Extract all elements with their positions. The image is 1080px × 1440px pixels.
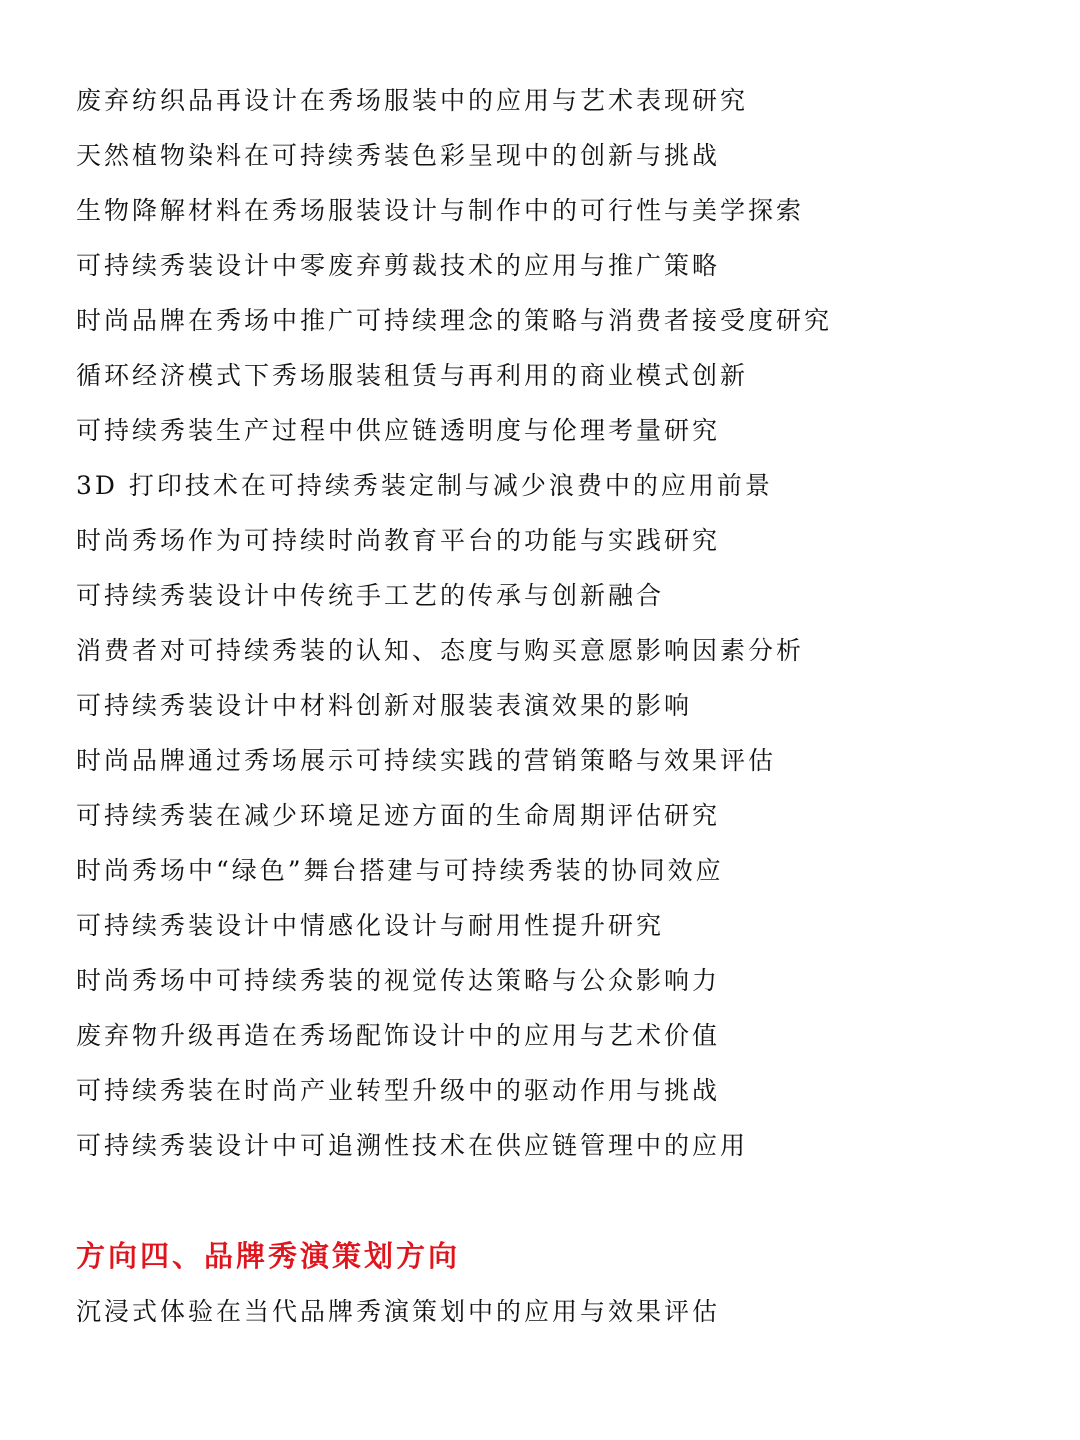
topic-item: 可持续秀装设计中情感化设计与耐用性提升研究 xyxy=(76,911,665,940)
topic-list xyxy=(76,73,832,1173)
topic-item: 3D 打印技术在可持续秀装定制与减少浪费中的应用前景 xyxy=(76,471,773,500)
topic-item: 可持续秀装设计中零废弃剪裁技术的应用与推广策略 xyxy=(76,251,721,280)
topic-item: 时尚品牌在秀场中推广可持续理念的策略与消费者接受度研究 xyxy=(76,306,833,335)
topic-item: 可持续秀装设计中材料创新对服装表演效果的影响 xyxy=(76,691,693,720)
topic-item: 时尚品牌通过秀场展示可持续实践的营销策略与效果评估 xyxy=(76,746,777,775)
section-topic-list xyxy=(76,1284,720,1339)
topic-item: 废弃纺织品再设计在秀场服装中的应用与艺术表现研究 xyxy=(76,86,749,115)
section-heading: 方向四、品牌秀演策划方向 xyxy=(76,1239,461,1273)
topic-item: 时尚秀场中“绿色”舞台搭建与可持续秀装的协同效应 xyxy=(76,856,724,885)
topic-item: 时尚秀场作为可持续时尚教育平台的功能与实践研究 xyxy=(76,526,721,555)
topic-item: 可持续秀装在减少环境足迹方面的生命周期评估研究 xyxy=(76,801,721,830)
topic-item: 可持续秀装生产过程中供应链透明度与伦理考量研究 xyxy=(76,416,721,445)
topic-item: 天然植物染料在可持续秀装色彩呈现中的创新与挑战 xyxy=(76,141,721,170)
topic-item: 可持续秀装设计中可追溯性技术在供应链管理中的应用 xyxy=(76,1131,749,1160)
topic-item: 可持续秀装设计中传统手工艺的传承与创新融合 xyxy=(76,581,665,610)
topic-item: 生物降解材料在秀场服装设计与制作中的可行性与美学探索 xyxy=(76,196,805,225)
topic-item: 沉浸式体验在当代品牌秀演策划中的应用与效果评估 xyxy=(76,1297,721,1326)
topic-item: 时尚秀场中可持续秀装的视觉传达策略与公众影响力 xyxy=(76,966,721,995)
topic-item: 可持续秀装在时尚产业转型升级中的驱动作用与挑战 xyxy=(76,1076,721,1105)
topic-item: 消费者对可持续秀装的认知、态度与购买意愿影响因素分析 xyxy=(76,636,805,665)
topic-item: 循环经济模式下秀场服装租赁与再利用的商业模式创新 xyxy=(76,361,749,390)
topic-item: 废弃物升级再造在秀场配饰设计中的应用与艺术价值 xyxy=(76,1021,721,1050)
